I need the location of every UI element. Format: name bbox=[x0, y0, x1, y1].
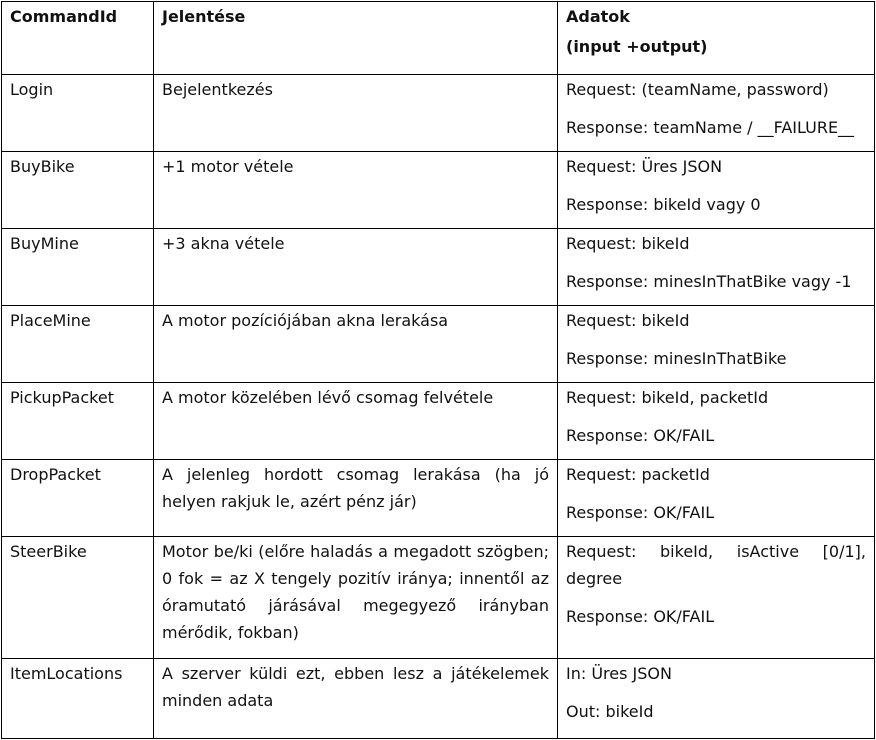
meaning-cell: Bejelentkezés bbox=[154, 75, 558, 152]
command-cell: PickupPacket bbox=[2, 383, 154, 460]
header-row bbox=[2, 2, 875, 75]
table-row bbox=[2, 537, 875, 659]
meaning-cell: +1 motor vétele bbox=[154, 152, 558, 229]
command-cell: Login bbox=[2, 75, 154, 152]
request-text: Request: bikeId bbox=[566, 311, 690, 330]
response-text: Response: OK/FAIL bbox=[566, 503, 715, 522]
meaning-cell: A jelenleg hordott csomag lerakása (ha jó helyen rakjuk le, azért pénz jár) bbox=[154, 460, 558, 537]
data-cell bbox=[558, 152, 875, 229]
data-cell bbox=[558, 75, 875, 152]
request-text: Request: packetId bbox=[566, 465, 710, 484]
table-row bbox=[2, 659, 875, 739]
response-text: Response: teamName / __FAILURE__ bbox=[566, 118, 855, 137]
request-text: In: Üres JSON bbox=[566, 664, 672, 683]
command-cell: DropPacket bbox=[2, 460, 154, 537]
meaning-cell: A motor közelében lévő csomag felvétele bbox=[154, 383, 558, 460]
header-meaning: Jelentése bbox=[154, 2, 558, 75]
header-data: Adatok (input +output) bbox=[558, 2, 875, 75]
response-text: Response: minesInThatBike bbox=[566, 349, 787, 368]
command-cell: PlaceMine bbox=[2, 306, 154, 383]
response-text: Response: OK/FAIL bbox=[566, 426, 715, 445]
table-row bbox=[2, 229, 875, 306]
response-text: Response: bikeId vagy 0 bbox=[566, 195, 761, 214]
response-text: Response: OK/FAIL bbox=[566, 607, 715, 626]
meaning-cell: A szerver küldi ezt, ebben lesz a játékelemek minden adata bbox=[154, 659, 558, 739]
command-cell: ItemLocations bbox=[2, 659, 154, 739]
header-command: CommandId bbox=[2, 2, 154, 75]
data-cell bbox=[558, 460, 875, 537]
request-text: Request: Üres JSON bbox=[566, 157, 723, 176]
command-cell: BuyBike bbox=[2, 152, 154, 229]
response-text: Out: bikeId bbox=[566, 702, 654, 721]
table-row bbox=[2, 152, 875, 229]
meaning-cell: +3 akna vétele bbox=[154, 229, 558, 306]
commands-table bbox=[1, 1, 875, 739]
meaning-cell: Motor be/ki (előre haladás a megadott szögben; 0 fok = az X tengely pozitív iránya; innentől az óramutató járásával megegyező irányban mérődik, fokban) bbox=[154, 537, 558, 659]
request-text: Request: bikeId bbox=[566, 234, 690, 253]
table-row bbox=[2, 75, 875, 152]
request-text: Request: bikeId, isActive [0/1], degree bbox=[566, 542, 866, 588]
command-cell: BuyMine bbox=[2, 229, 154, 306]
meaning-cell: A motor pozíciójában akna lerakása bbox=[154, 306, 558, 383]
data-cell bbox=[558, 383, 875, 460]
request-text: Request: bikeId, packetId bbox=[566, 388, 769, 407]
data-cell bbox=[558, 659, 875, 739]
data-cell bbox=[558, 306, 875, 383]
table-row bbox=[2, 460, 875, 537]
table-row bbox=[2, 306, 875, 383]
table-row bbox=[2, 383, 875, 460]
command-cell: SteerBike bbox=[2, 537, 154, 659]
response-text: Response: minesInThatBike vagy -1 bbox=[566, 272, 852, 291]
request-text: Request: (teamName, password) bbox=[566, 80, 829, 99]
data-cell bbox=[558, 229, 875, 306]
data-cell bbox=[558, 537, 875, 659]
header-data-subtitle: (input +output) bbox=[566, 37, 708, 56]
